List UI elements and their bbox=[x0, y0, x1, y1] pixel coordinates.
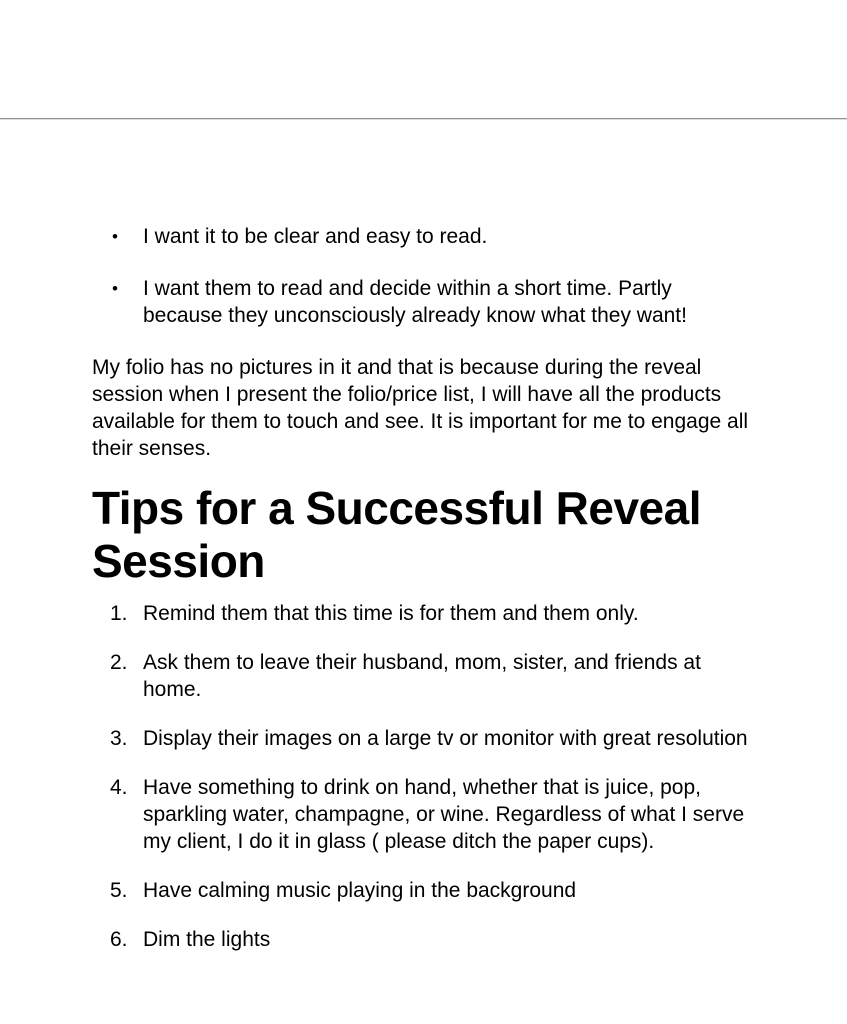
bullet-item-text: I want it to be clear and easy to read. bbox=[143, 225, 488, 248]
article-body bbox=[92, 223, 755, 953]
page-divider bbox=[0, 0, 847, 119]
list-item bbox=[92, 725, 755, 752]
bullet-item-text: I want them to read and decide within a short time. Partly because they unconsciously already know what they want! bbox=[143, 277, 687, 327]
list-number: 4. bbox=[110, 776, 128, 799]
numbered-item-text: Dim the lights bbox=[143, 928, 271, 951]
list-item bbox=[92, 600, 755, 627]
numbered-item-text: Have something to drink on hand, whether that is juice, pop, sparkling water, champagne, or wine. Regardless of what I serve my client, I do it in glass ( please ditch the paper cups). bbox=[143, 776, 745, 853]
list-number: 5. bbox=[110, 879, 128, 902]
list-number: 1. bbox=[110, 602, 128, 625]
bullet-icon: • bbox=[112, 227, 118, 246]
list-number: 2. bbox=[110, 651, 128, 674]
section-heading: Tips for a Successful Reveal Session bbox=[92, 482, 701, 587]
numbered-item-text: Remind them that this time is for them and them only. bbox=[143, 602, 639, 625]
list-item bbox=[92, 223, 755, 250]
list-number: 6. bbox=[110, 928, 128, 951]
numbered-list bbox=[92, 600, 755, 953]
numbered-item-text: Ask them to leave their husband, mom, sister, and friends at home. bbox=[143, 651, 701, 701]
list-item bbox=[92, 926, 755, 953]
bullet-list bbox=[92, 223, 755, 329]
list-item bbox=[92, 774, 755, 855]
numbered-item-text: Display their images on a large tv or monitor with great resolution bbox=[143, 727, 748, 750]
bullet-icon: • bbox=[112, 279, 118, 298]
list-item bbox=[92, 877, 755, 904]
list-number: 3. bbox=[110, 727, 128, 750]
list-item bbox=[92, 649, 755, 703]
numbered-item-text: Have calming music playing in the background bbox=[143, 879, 577, 902]
paragraph: My folio has no pictures in it and that is because during the reveal session when I present the folio/price list, I will have all the products available for them to touch and see. It is important for me to engage all their senses. bbox=[92, 356, 749, 460]
list-item bbox=[92, 275, 755, 329]
